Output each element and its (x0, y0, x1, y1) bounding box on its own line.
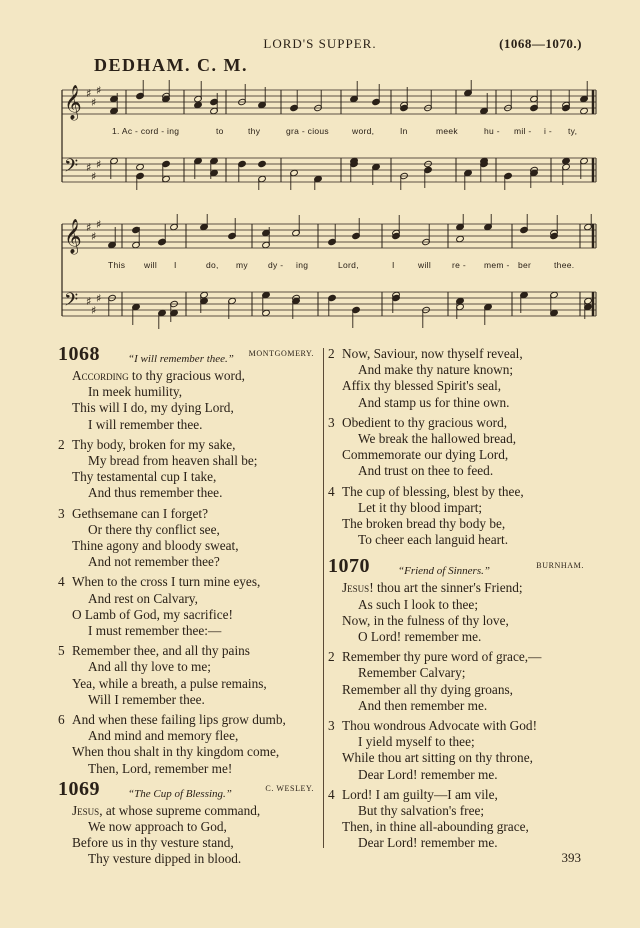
verse-line-text: Thy vesture dipped in blood. (88, 851, 242, 867)
lyric-syllable: In (400, 126, 408, 136)
verse-line (58, 676, 320, 692)
lyric-syllable: meek (436, 126, 458, 136)
lyric-syllable: Lord, (338, 260, 359, 270)
sharp-icon: ♯ (96, 218, 102, 231)
verse-line-text: ! thou art the sinner's Friend; (369, 580, 523, 596)
verse-line (58, 692, 320, 708)
verse-line-text: But thy salvation's free; (358, 803, 485, 819)
verse-line (58, 522, 320, 538)
verse-line (58, 384, 320, 400)
hymn-number: 1068 (58, 343, 100, 365)
stanza-number: 3 (58, 505, 65, 521)
stanza (328, 580, 590, 645)
tune-title: DEDHAM. C. M. (94, 55, 248, 75)
verse-line-text: I yield myself to thee; (358, 734, 475, 750)
stanza (58, 803, 320, 868)
first-word: According (72, 368, 129, 383)
sharp-icon: ♯ (86, 295, 92, 308)
hymn-subtitle: “Friend of Sinners.” (398, 565, 490, 578)
verse-line-text: , at whose supreme command, (99, 802, 261, 818)
verse-line (58, 851, 320, 867)
sharp-icon: ♯ (91, 170, 97, 183)
verse-line (58, 417, 320, 433)
lyric-syllable: ty, (568, 126, 578, 136)
verse-line-text: Yea, while a breath, a pulse remains, (72, 675, 267, 691)
verse-line (58, 835, 320, 851)
verse-line-text: Remember all thy dying groans, (342, 681, 513, 697)
bass-clef-icon: 𝄢 (64, 156, 79, 181)
lyric-syllable: ing (296, 260, 309, 270)
sharp-icon: ♯ (96, 158, 102, 171)
sharp-icon: ♯ (91, 96, 97, 109)
lyric-syllable: hu - (484, 126, 500, 136)
verse-line-text: Lord! I am guilty—I am vile, (342, 786, 498, 802)
verse-line-text: to thy gracious word, (128, 368, 245, 383)
verse-line (328, 787, 590, 803)
verse-line-text: O Lord! remember me. (358, 629, 482, 645)
stanza (328, 484, 590, 549)
verse-line-text: Before us in thy vesture stand, (72, 835, 234, 851)
verse-line (328, 580, 590, 596)
page-number: 393 (561, 850, 581, 865)
lyric-syllable: thy (248, 126, 261, 136)
verse-line-text: My bread from heaven shall be; (88, 453, 258, 469)
verse-line (328, 718, 590, 734)
sharp-icon: ♯ (86, 87, 92, 100)
verse-line-text: Thy testamental cup I take, (72, 469, 217, 485)
verse-line (328, 629, 590, 645)
verse-line-text: When thou shalt in thy kingdom come, (72, 744, 280, 760)
sharp-icon: ♯ (96, 292, 102, 305)
verse-line-text: And mind and memory flee, (88, 728, 239, 744)
stanza (328, 649, 590, 714)
verse-line-text: Thou wondrous Advocate with God! (342, 718, 537, 734)
stanza (58, 506, 320, 571)
verse-line-text: Let it thy blood impart; (358, 499, 483, 515)
hymn-1069-text-cont (328, 346, 590, 548)
verse-line (328, 767, 590, 783)
stanza (328, 346, 590, 411)
sharp-icon: ♯ (96, 84, 102, 97)
verse-line (328, 613, 590, 629)
stanza (58, 437, 320, 502)
stanza-number: 4 (328, 483, 335, 499)
stanza-number: 5 (58, 643, 65, 659)
verse-line (328, 734, 590, 750)
lyric-syllable: i - (544, 126, 552, 136)
note-head (400, 104, 409, 111)
lyric-syllable: will (418, 260, 432, 270)
verse-line-text: I will remember thee. (88, 416, 203, 432)
lyric-syllable: do, (206, 260, 219, 270)
verse-line-text: Affix thy blessed Spirit's seal, (342, 378, 502, 394)
verse-line (328, 803, 590, 819)
verse-line-text: And not remember thee? (88, 554, 220, 570)
verse-line-text: The cup of blessing, blest by thee, (342, 483, 524, 499)
stanza-number: 2 (58, 436, 65, 452)
verse-line (328, 447, 590, 463)
verse-line (328, 835, 590, 851)
stanza (58, 574, 320, 639)
verse-line-text: Commemorate our dying Lord, (342, 447, 509, 463)
music-system-2 (56, 214, 604, 329)
note-head (162, 95, 171, 102)
verse-line (328, 649, 590, 665)
lyric-syllable: word, (352, 126, 375, 136)
lyric-syllable: will (144, 260, 158, 270)
stanza (58, 712, 320, 777)
stanza-number: 4 (328, 786, 335, 802)
verse-line (58, 819, 320, 835)
verse-line-text: Will I remember thee. (88, 691, 205, 707)
verse-line-text: Remember thy pure word of grace,— (342, 649, 542, 665)
verse-line-text: Thy body, broken for my sake, (72, 436, 236, 452)
first-word: Jesus (342, 580, 370, 596)
verse-line (58, 623, 320, 639)
verse-line (328, 463, 590, 479)
stanza-number: 4 (58, 574, 65, 590)
verse-line-text: And thus remember thee. (88, 485, 223, 501)
verse-line-text: Then, Lord, remember me! (88, 760, 233, 776)
lyric-syllable: mem - (484, 260, 510, 270)
hymn-heading (58, 777, 320, 803)
stanza-number: 2 (328, 649, 335, 665)
lyric-syllable: mil - (514, 126, 532, 136)
verse-line-text: And then remember me. (358, 697, 488, 713)
music-staves-2 (56, 214, 604, 329)
verse-line-text: And when these failing lips grow dumb, (72, 712, 286, 728)
verse-line (58, 437, 320, 453)
running-header: LORD'S SUPPER. (263, 36, 377, 51)
note-head (562, 157, 571, 164)
lyric-syllable: 1. Ac - cord - ing (112, 126, 180, 136)
hymn-author: C. WESLEY. (265, 783, 314, 793)
verse-line-text: And all thy love to me; (88, 659, 211, 675)
lyric-syllable: I (174, 260, 177, 270)
verse-line (58, 761, 320, 777)
note-head (580, 107, 589, 114)
verse-line (58, 469, 320, 485)
verse-line-text: Remember Calvary; (358, 665, 466, 681)
verse-line-text: And trust on thee to feed. (358, 463, 494, 479)
verse-line-text: Dear Lord! remember me. (358, 835, 498, 851)
note-head (194, 101, 203, 108)
stanza (328, 415, 590, 480)
verse-line (58, 803, 320, 819)
hymn-subtitle: “The Cup of Blessing.” (128, 787, 232, 800)
verse-line (58, 485, 320, 501)
first-word: Jesus (72, 802, 100, 818)
verse-line (58, 643, 320, 659)
note-head (258, 160, 267, 167)
verse-line (328, 346, 590, 362)
verse-line-text: While thou art sitting on thy throne, (342, 750, 533, 766)
hymn-heading (328, 555, 590, 580)
verse-line (58, 453, 320, 469)
verse-line (58, 506, 320, 522)
lyric-syllable: to (216, 126, 224, 136)
verse-line-text: And stamp us for thine own. (358, 394, 510, 410)
verse-line (58, 574, 320, 590)
lyric-syllable: gra - cious (286, 126, 329, 136)
note-head (392, 232, 401, 239)
hymn-range: (1068—1070.) (499, 36, 582, 51)
verse-line-text: Thine agony and bloody sweat, (72, 538, 239, 554)
stanza-number: 3 (328, 718, 335, 734)
verse-line (328, 484, 590, 500)
verse-line (328, 378, 590, 394)
verse-line-text: The broken bread thy body be, (342, 516, 506, 532)
music-system-1 (56, 80, 604, 190)
bass-clef-icon: 𝄢 (64, 290, 79, 315)
hymn-1070-text (328, 580, 590, 851)
verse-line (58, 400, 320, 416)
verse-line-text: Remember thee, and all thy pains (72, 643, 250, 659)
verse-line (328, 500, 590, 516)
verse-line (328, 532, 590, 548)
verse-line (58, 591, 320, 607)
lyric-syllable: This (108, 260, 126, 270)
verse-line-text: As such I look to thee; (358, 596, 479, 612)
hymn-subtitle: “I will remember thee.” (128, 353, 234, 365)
verse-line (58, 554, 320, 570)
verse-line-text: We now approach to God, (88, 819, 227, 835)
column-divider (323, 348, 324, 848)
lyric-syllable: my (236, 260, 248, 270)
verse-line-text: Now, Saviour, now thyself reveal, (342, 346, 523, 361)
verse-line-text: When to the cross I turn mine eyes, (72, 574, 261, 590)
lyric-syllable: thee. (554, 260, 575, 270)
sharp-icon: ♯ (86, 221, 92, 234)
note-head (456, 235, 465, 242)
hymn-number: 1070 (328, 555, 370, 578)
stanza (328, 718, 590, 783)
verse-line-text: Gethsemane can I forget? (72, 505, 208, 521)
stanza-number: 6 (58, 712, 65, 728)
verse-line-text: To cheer each languid heart. (358, 532, 509, 548)
verse-line (328, 431, 590, 447)
verse-line (58, 607, 320, 623)
verse-line-text: O Lamb of God, my sacrifice! (72, 606, 233, 622)
verse-line (328, 597, 590, 613)
hymn-author: BURNHAM. (536, 561, 584, 571)
stanza (58, 643, 320, 708)
verse-line-text: Dear Lord! remember me. (358, 766, 498, 782)
verse-line (58, 744, 320, 760)
verse-line (58, 538, 320, 554)
sharp-icon: ♯ (91, 230, 97, 243)
verse-line-text: This will I do, my dying Lord, (72, 400, 234, 416)
verse-line-text: Then, in thine all-abounding grace, (342, 819, 529, 835)
treble-clef-icon: 𝄞 (64, 85, 82, 120)
verse-line (328, 682, 590, 698)
left-column (58, 343, 320, 872)
stanza (58, 368, 320, 433)
hymn-1069-text-start (58, 803, 320, 868)
verse-line (328, 395, 590, 411)
hymn-author: MONTGOMERY. (248, 349, 314, 358)
verse-line-text: In meek humility, (88, 384, 183, 400)
verse-line (328, 750, 590, 766)
note-head (550, 232, 559, 239)
verse-line (328, 362, 590, 378)
verse-line (58, 659, 320, 675)
lyric-syllable: I (392, 260, 395, 270)
verse-line (328, 698, 590, 714)
verse-line (328, 819, 590, 835)
verse-line-text: And rest on Calvary, (88, 590, 198, 606)
sharp-icon: ♯ (86, 161, 92, 174)
verse-line (58, 368, 320, 384)
hymn-number: 1069 (58, 777, 100, 800)
stanza-number: 3 (328, 414, 335, 430)
lyric-syllable: re - (452, 260, 466, 270)
hymn-heading (58, 343, 320, 368)
verse-line (58, 712, 320, 728)
lyric-syllable: ber (518, 260, 532, 270)
hymn-1068-text (58, 368, 320, 777)
treble-clef-icon: 𝄞 (64, 219, 82, 254)
lyric-syllable: dy - (268, 260, 284, 270)
sharp-icon: ♯ (91, 304, 97, 317)
right-column (328, 346, 590, 856)
verse-line (328, 665, 590, 681)
note-head (136, 163, 145, 170)
stanza (328, 787, 590, 852)
verse-line-text: I must remember thee:— (88, 623, 222, 639)
stanza-number: 2 (328, 346, 335, 361)
verse-line (58, 728, 320, 744)
verse-line-text: We break the hallowed bread, (358, 431, 517, 447)
verse-line (328, 516, 590, 532)
verse-line-text: Obedient to thy gracious word, (342, 414, 508, 430)
verse-line-text: And make thy nature known; (358, 362, 514, 378)
verse-line-text: Or there thy conflict see, (88, 521, 220, 537)
verse-line (328, 415, 590, 431)
verse-line-text: Now, in the fulness of thy love, (342, 612, 509, 628)
note-head (158, 238, 167, 245)
